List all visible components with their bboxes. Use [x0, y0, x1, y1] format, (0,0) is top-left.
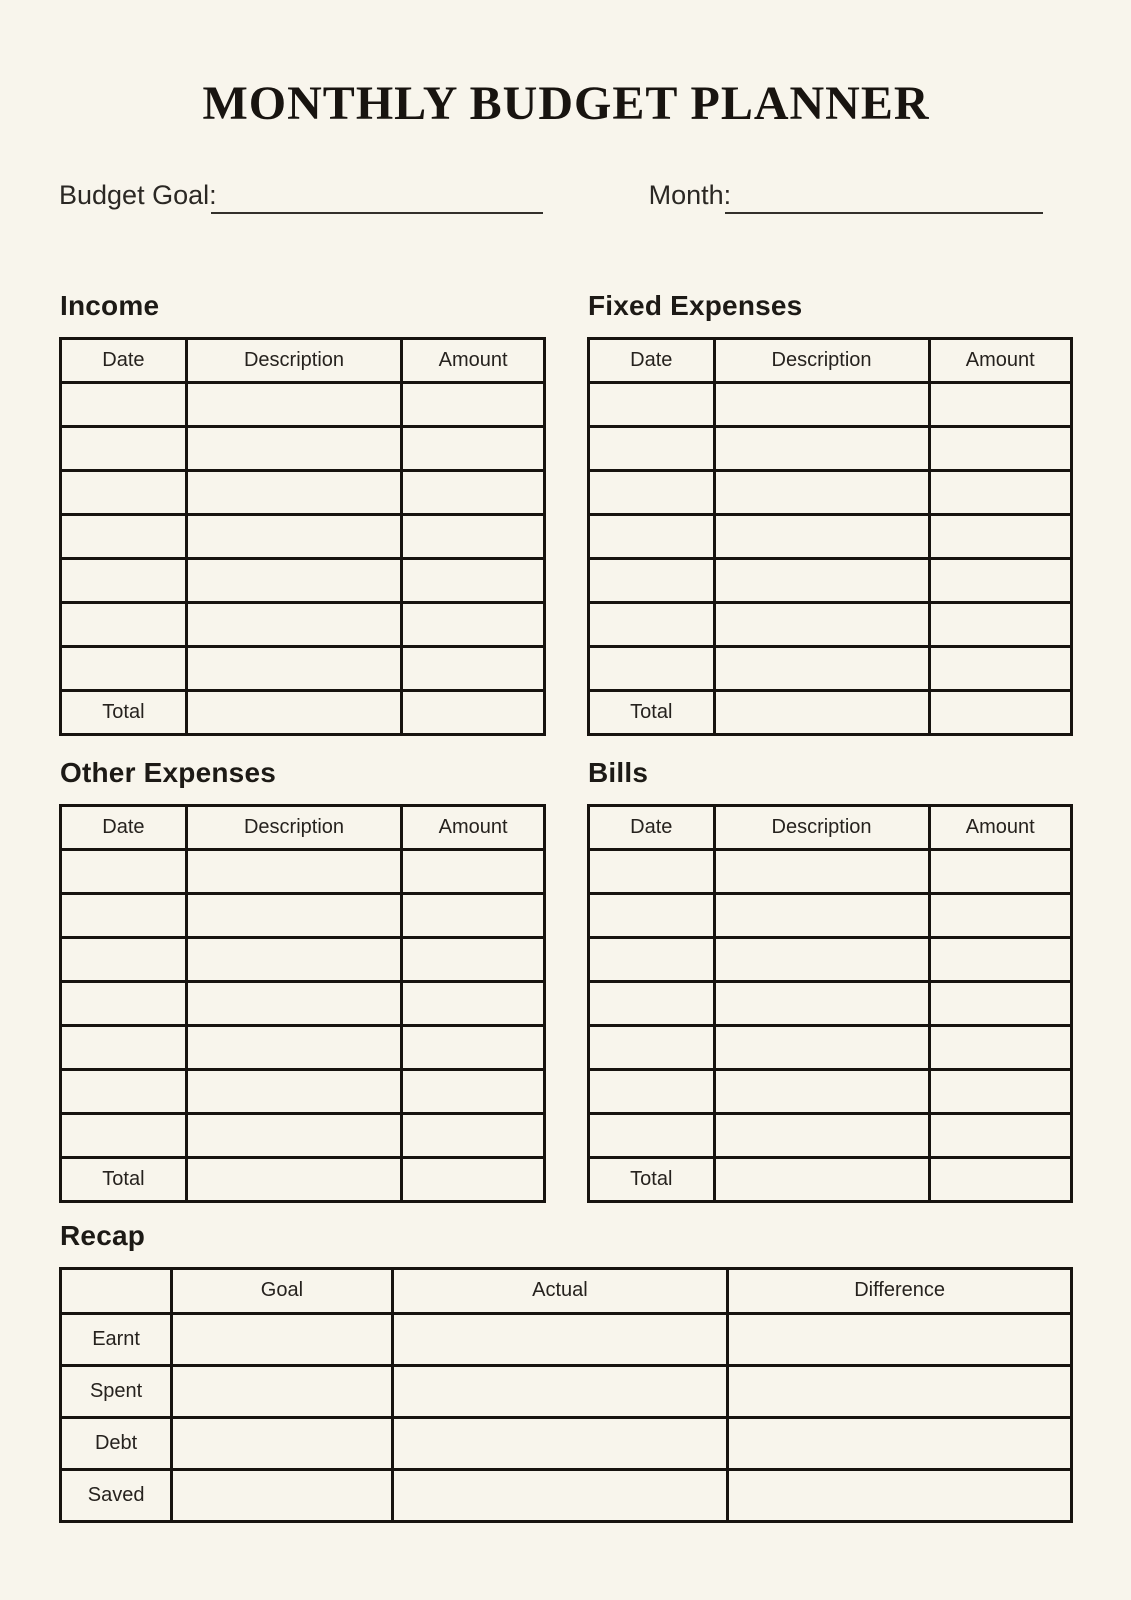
description-column-header: Description — [714, 805, 929, 849]
date-cell[interactable] — [589, 1025, 715, 1069]
description-cell[interactable] — [714, 558, 929, 602]
income-heading: Income — [60, 289, 160, 321]
date-cell[interactable] — [589, 1069, 715, 1113]
amount-cell[interactable] — [402, 849, 545, 893]
debt-row-label: Debt — [61, 1417, 172, 1469]
table-row — [61, 849, 545, 893]
table-row — [589, 1069, 1072, 1113]
amount-cell[interactable] — [402, 1069, 545, 1113]
amount-column-header: Amount — [402, 338, 545, 382]
description-cell[interactable] — [186, 646, 401, 690]
total-amount-cell[interactable] — [402, 690, 545, 734]
actual-cell[interactable] — [392, 1469, 728, 1521]
total-amount-cell[interactable] — [929, 690, 1072, 734]
table-row — [61, 981, 545, 1025]
earnt-row-label: Earnt — [61, 1313, 172, 1365]
table-row — [61, 1113, 545, 1157]
date-cell[interactable] — [589, 981, 715, 1025]
total-label-cell: Total — [589, 1157, 715, 1201]
date-cell[interactable] — [589, 1113, 715, 1157]
month-label: Month: — [648, 180, 732, 210]
description-cell[interactable] — [186, 382, 401, 426]
amount-cell[interactable] — [402, 893, 545, 937]
date-cell[interactable] — [61, 602, 187, 646]
actual-cell[interactable] — [392, 1417, 728, 1469]
amount-cell[interactable] — [402, 470, 545, 514]
total-amount-cell[interactable] — [402, 1157, 545, 1201]
description-cell[interactable] — [186, 981, 401, 1025]
description-cell[interactable] — [714, 937, 929, 981]
description-cell[interactable] — [714, 1025, 929, 1069]
page-title: MONTHLY BUDGET PLANNER — [202, 77, 930, 130]
amount-cell[interactable] — [402, 514, 545, 558]
table-row — [61, 426, 545, 470]
description-cell[interactable] — [714, 1069, 929, 1113]
description-cell[interactable] — [714, 849, 929, 893]
amount-cell[interactable] — [402, 1113, 545, 1157]
difference-column-header: Difference — [728, 1268, 1072, 1313]
date-cell[interactable] — [61, 1025, 187, 1069]
saved-row-label: Saved — [61, 1469, 172, 1521]
date-cell[interactable] — [61, 1069, 187, 1113]
table-row — [589, 849, 1072, 893]
fixed-expenses-table — [587, 337, 1073, 736]
recap-row-earnt — [61, 1313, 1072, 1365]
total-description-cell[interactable] — [714, 690, 929, 734]
table-row — [61, 1025, 545, 1069]
amount-cell[interactable] — [402, 646, 545, 690]
description-cell[interactable] — [714, 893, 929, 937]
date-cell[interactable] — [61, 426, 187, 470]
description-cell[interactable] — [186, 893, 401, 937]
goal-cell[interactable] — [172, 1417, 392, 1469]
total-label-cell: Total — [61, 1157, 187, 1201]
date-column-header: Date — [61, 805, 187, 849]
description-cell[interactable] — [714, 470, 929, 514]
amount-cell[interactable] — [402, 1025, 545, 1069]
description-cell[interactable] — [186, 1025, 401, 1069]
table-row — [61, 470, 545, 514]
description-cell[interactable] — [186, 426, 401, 470]
description-cell[interactable] — [714, 981, 929, 1025]
description-cell[interactable] — [186, 602, 401, 646]
table-row — [589, 1025, 1072, 1069]
amount-cell[interactable] — [929, 1025, 1072, 1069]
description-cell[interactable] — [714, 426, 929, 470]
amount-cell[interactable] — [402, 558, 545, 602]
section-fixed-expenses — [587, 290, 1073, 736]
recap-row-spent — [61, 1365, 1072, 1417]
table-header-row — [589, 338, 1072, 382]
amount-cell[interactable] — [929, 849, 1072, 893]
total-label-cell: Total — [61, 690, 187, 734]
date-cell[interactable] — [589, 849, 715, 893]
total-row — [61, 690, 545, 734]
amount-cell[interactable] — [929, 382, 1072, 426]
amount-cell[interactable] — [929, 514, 1072, 558]
description-cell[interactable] — [186, 1069, 401, 1113]
date-cell[interactable] — [61, 893, 187, 937]
table-row — [589, 937, 1072, 981]
date-cell[interactable] — [589, 893, 715, 937]
amount-cell[interactable] — [929, 1069, 1072, 1113]
description-cell[interactable] — [186, 1113, 401, 1157]
total-label-cell: Total — [589, 690, 715, 734]
description-column-header: Description — [186, 338, 401, 382]
entry-tables-grid — [59, 290, 1073, 1203]
table-row — [589, 382, 1072, 426]
description-cell[interactable] — [714, 514, 929, 558]
amount-cell[interactable] — [402, 602, 545, 646]
date-cell[interactable] — [61, 470, 187, 514]
description-column-header: Description — [186, 805, 401, 849]
other-expenses-heading: Other Expenses — [60, 756, 276, 788]
bills-table — [587, 804, 1073, 1203]
date-cell[interactable] — [61, 514, 187, 558]
total-row — [61, 1157, 545, 1201]
description-column-header: Description — [714, 338, 929, 382]
actual-cell[interactable] — [392, 1365, 728, 1417]
table-row — [589, 646, 1072, 690]
month-input-line[interactable] — [725, 188, 1043, 214]
amount-column-header: Amount — [929, 805, 1072, 849]
table-row — [589, 558, 1072, 602]
date-cell[interactable] — [589, 558, 715, 602]
amount-cell[interactable] — [929, 558, 1072, 602]
goal-cell[interactable] — [172, 1365, 392, 1417]
description-cell[interactable] — [714, 1113, 929, 1157]
amount-cell[interactable] — [929, 893, 1072, 937]
total-description-cell[interactable] — [186, 690, 401, 734]
amount-cell[interactable] — [929, 937, 1072, 981]
total-description-cell[interactable] — [186, 1157, 401, 1201]
section-recap — [59, 1220, 1073, 1523]
table-header-row — [61, 805, 545, 849]
amount-cell[interactable] — [929, 426, 1072, 470]
amount-cell[interactable] — [402, 981, 545, 1025]
description-cell[interactable] — [714, 382, 929, 426]
goal-column-header: Goal — [172, 1268, 392, 1313]
date-column-header: Date — [61, 338, 187, 382]
date-cell[interactable] — [61, 937, 187, 981]
amount-cell[interactable] — [929, 981, 1072, 1025]
amount-cell[interactable] — [929, 646, 1072, 690]
difference-cell[interactable] — [728, 1469, 1072, 1521]
table-row — [589, 470, 1072, 514]
table-row — [61, 602, 545, 646]
section-other-expenses — [59, 757, 546, 1203]
recap-row-debt — [61, 1417, 1072, 1469]
amount-cell[interactable] — [402, 426, 545, 470]
actual-cell[interactable] — [392, 1313, 728, 1365]
table-row — [589, 602, 1072, 646]
amount-cell[interactable] — [929, 602, 1072, 646]
difference-cell[interactable] — [728, 1365, 1072, 1417]
amount-cell[interactable] — [402, 937, 545, 981]
date-cell[interactable] — [61, 646, 187, 690]
table-row — [61, 646, 545, 690]
table-row — [61, 937, 545, 981]
date-cell[interactable] — [589, 602, 715, 646]
spent-row-label: Spent — [61, 1365, 172, 1417]
table-row — [589, 514, 1072, 558]
table-row — [589, 426, 1072, 470]
description-cell[interactable] — [714, 602, 929, 646]
table-row — [589, 1113, 1072, 1157]
amount-cell[interactable] — [929, 1113, 1072, 1157]
budget-goal-label: Budget Goal: — [59, 180, 217, 210]
recap-corner-cell — [61, 1268, 172, 1313]
description-cell[interactable] — [186, 937, 401, 981]
table-header-row — [61, 338, 545, 382]
date-cell[interactable] — [589, 646, 715, 690]
date-cell[interactable] — [589, 382, 715, 426]
description-cell[interactable] — [186, 558, 401, 602]
amount-column-header: Amount — [929, 338, 1072, 382]
amount-cell[interactable] — [929, 470, 1072, 514]
amount-column-header: Amount — [402, 805, 545, 849]
description-cell[interactable] — [186, 849, 401, 893]
actual-column-header: Actual — [392, 1268, 728, 1313]
section-bills — [587, 757, 1073, 1203]
other-expenses-table — [59, 804, 546, 1203]
table-row — [61, 1069, 545, 1113]
date-cell[interactable] — [589, 514, 715, 558]
section-income — [59, 290, 546, 736]
total-amount-cell[interactable] — [929, 1157, 1072, 1201]
recap-table — [59, 1267, 1073, 1523]
total-row — [589, 1157, 1072, 1201]
table-row — [61, 514, 545, 558]
amount-cell[interactable] — [402, 382, 545, 426]
description-cell[interactable] — [186, 514, 401, 558]
recap-row-saved — [61, 1469, 1072, 1521]
table-row — [589, 893, 1072, 937]
date-cell[interactable] — [61, 558, 187, 602]
goal-cell[interactable] — [172, 1313, 392, 1365]
recap-heading: Recap — [60, 1219, 146, 1251]
table-header-row — [589, 805, 1072, 849]
date-cell[interactable] — [61, 981, 187, 1025]
difference-cell[interactable] — [728, 1417, 1072, 1469]
date-column-header: Date — [589, 338, 715, 382]
table-row — [61, 558, 545, 602]
description-cell[interactable] — [714, 646, 929, 690]
income-table — [59, 337, 546, 736]
budget-goal-input-line[interactable] — [211, 188, 543, 214]
date-column-header: Date — [589, 805, 715, 849]
date-cell[interactable] — [589, 426, 715, 470]
goal-cell[interactable] — [172, 1469, 392, 1521]
date-cell[interactable] — [61, 849, 187, 893]
description-cell[interactable] — [186, 470, 401, 514]
table-row — [589, 981, 1072, 1025]
table-row — [61, 893, 545, 937]
recap-header-row — [61, 1268, 1072, 1313]
date-cell[interactable] — [589, 937, 715, 981]
header-fields — [59, 180, 1073, 212]
difference-cell[interactable] — [728, 1313, 1072, 1365]
date-cell[interactable] — [61, 1113, 187, 1157]
total-description-cell[interactable] — [714, 1157, 929, 1201]
bills-heading: Bills — [588, 756, 649, 788]
fixed-expenses-heading: Fixed Expenses — [588, 289, 803, 321]
total-row — [589, 690, 1072, 734]
table-row — [61, 382, 545, 426]
date-cell[interactable] — [61, 382, 187, 426]
date-cell[interactable] — [589, 470, 715, 514]
